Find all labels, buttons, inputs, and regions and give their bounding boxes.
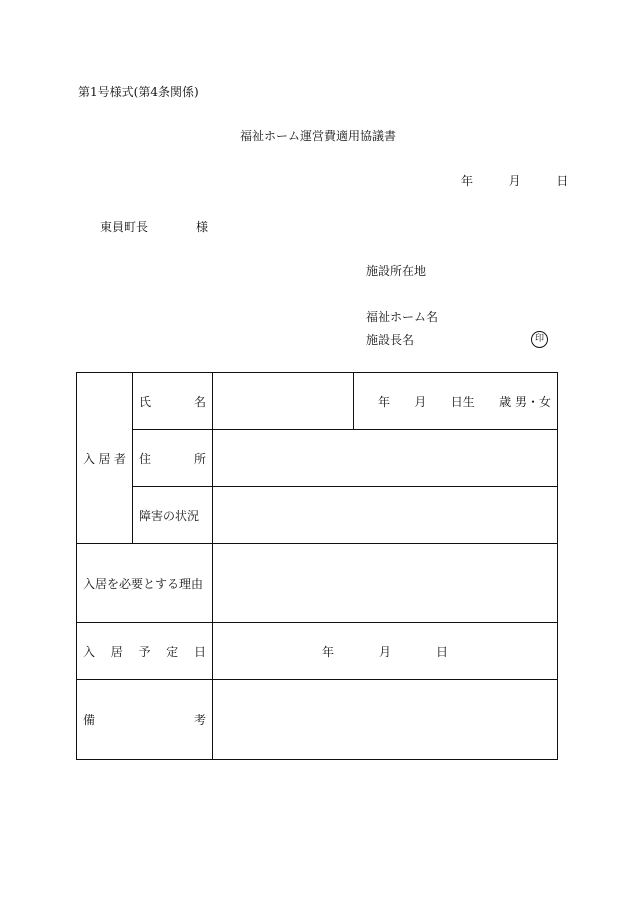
planned-date-value-cell[interactable] [213,623,558,680]
birth-day: 日生 [450,394,475,409]
remarks-value-cell[interactable] [213,680,558,760]
date-year: 年 [461,174,474,188]
address-label-cell [133,430,213,487]
table-row [77,680,558,760]
application-table [76,372,558,760]
form-number: 第1号様式(第4条関係) [78,85,199,99]
name-label: 氏 名 [139,394,206,409]
birth-cell[interactable] [354,373,558,430]
document-title: 福祉ホーム運営費適用協議書 [240,129,397,143]
remarks-label: 備 考 [83,713,206,727]
planned-date-label-cell [77,623,213,680]
honorific: 様 [196,220,209,234]
reason-value-cell[interactable] [213,544,558,623]
table-row [77,623,558,680]
table-row [77,544,558,623]
address-value-cell[interactable] [213,430,558,487]
age-label: 歳 [499,394,512,409]
home-name-label: 福祉ホーム名 [366,310,439,324]
address-label: 住 所 [139,451,206,466]
director-name-label: 施設長名 [366,333,415,347]
birth-month: 月 [414,394,427,409]
reason-label-cell [77,544,213,623]
reason-label: 入居を必要とする理由 [83,576,204,591]
table-row [77,430,558,487]
planned-year: 年 [321,644,334,659]
date-month: 月 [508,174,521,188]
disability-value-cell[interactable] [213,487,558,544]
disability-label: 障害の状況 [139,508,200,523]
name-value-cell[interactable] [213,373,354,430]
addressee: 東員町長 [100,220,149,234]
name-label-cell [133,373,213,430]
sex-options: 男・女 [514,394,551,409]
facility-location-label: 施設所在地 [366,264,427,278]
document-date [461,175,568,187]
resident-group-label: 入 居 者 [83,451,126,466]
remarks-label-cell [77,680,213,760]
planned-day: 日 [436,644,449,659]
table-row [77,487,558,544]
planned-date-label: 入 居 予 定 日 [83,644,206,659]
birth-year: 年 [378,394,391,409]
disability-label-cell [133,487,213,544]
resident-group-cell [77,373,133,544]
seal-mark: 印 [531,331,548,348]
planned-month: 月 [378,644,391,659]
table-row [77,373,558,430]
date-day: 日 [556,174,569,188]
